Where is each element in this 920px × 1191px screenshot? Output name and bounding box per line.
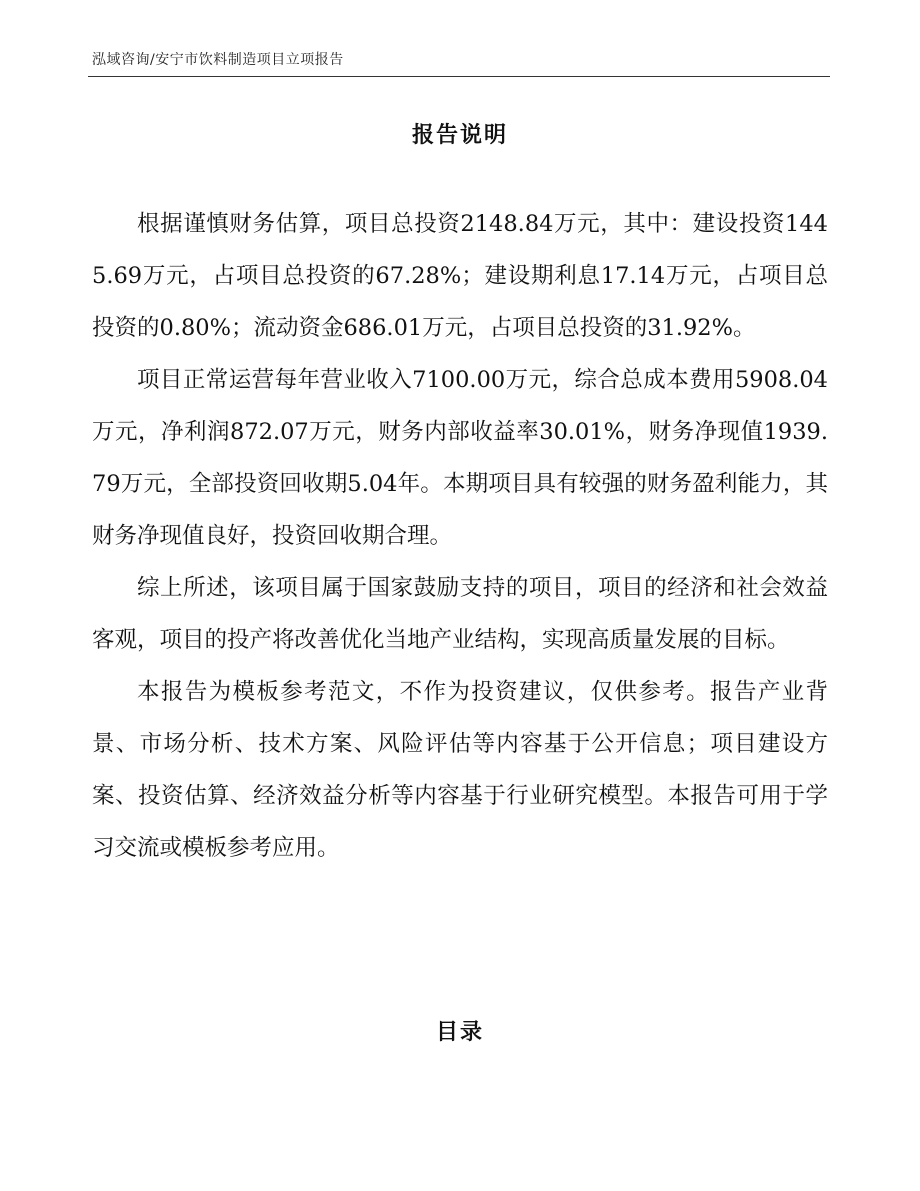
header-divider	[88, 76, 830, 77]
running-header: 泓域咨询/安宁市饮料制造项目立项报告	[92, 52, 344, 68]
paragraph-summary: 综上所述，该项目属于国家鼓励支持的项目，项目的经济和社会效益客观，项目的投产将改善优化当地产业结构，实现高质量发展的目标。	[92, 575, 828, 653]
toc-title: 目录	[435, 1020, 484, 1045]
paragraph-investment: 根据谨慎财务估算，项目总投资2148.84万元，其中：建设投资1445.69万元，占项目总投资的67.28%；建设期利息17.14万元，占项目总投资的0.80%；流动资金686.01万元，占项目总投资的31.92%。	[92, 211, 828, 341]
report-body	[92, 198, 828, 874]
paragraph-financials: 项目正常运营每年营业收入7100.00万元，综合总成本费用5908.04万元，净利润872.07万元，财务内部收益率30.01%，财务净现值1939.79万元，全部投资回收期5.04年。本期项目具有较强的财务盈利能力，其财务净现值良好，投资回收期合理。	[92, 367, 828, 549]
page-title: 报告说明	[411, 123, 508, 148]
paragraph-disclaimer: 本报告为模板参考范文，不作为投资建议，仅供参考。报告产业背景、市场分析、技术方案、风险评估等内容基于公开信息；项目建设方案、投资估算、经济效益分析等内容基于行业研究模型。本报告可用于学习交流或模板参考应用。	[92, 679, 828, 861]
